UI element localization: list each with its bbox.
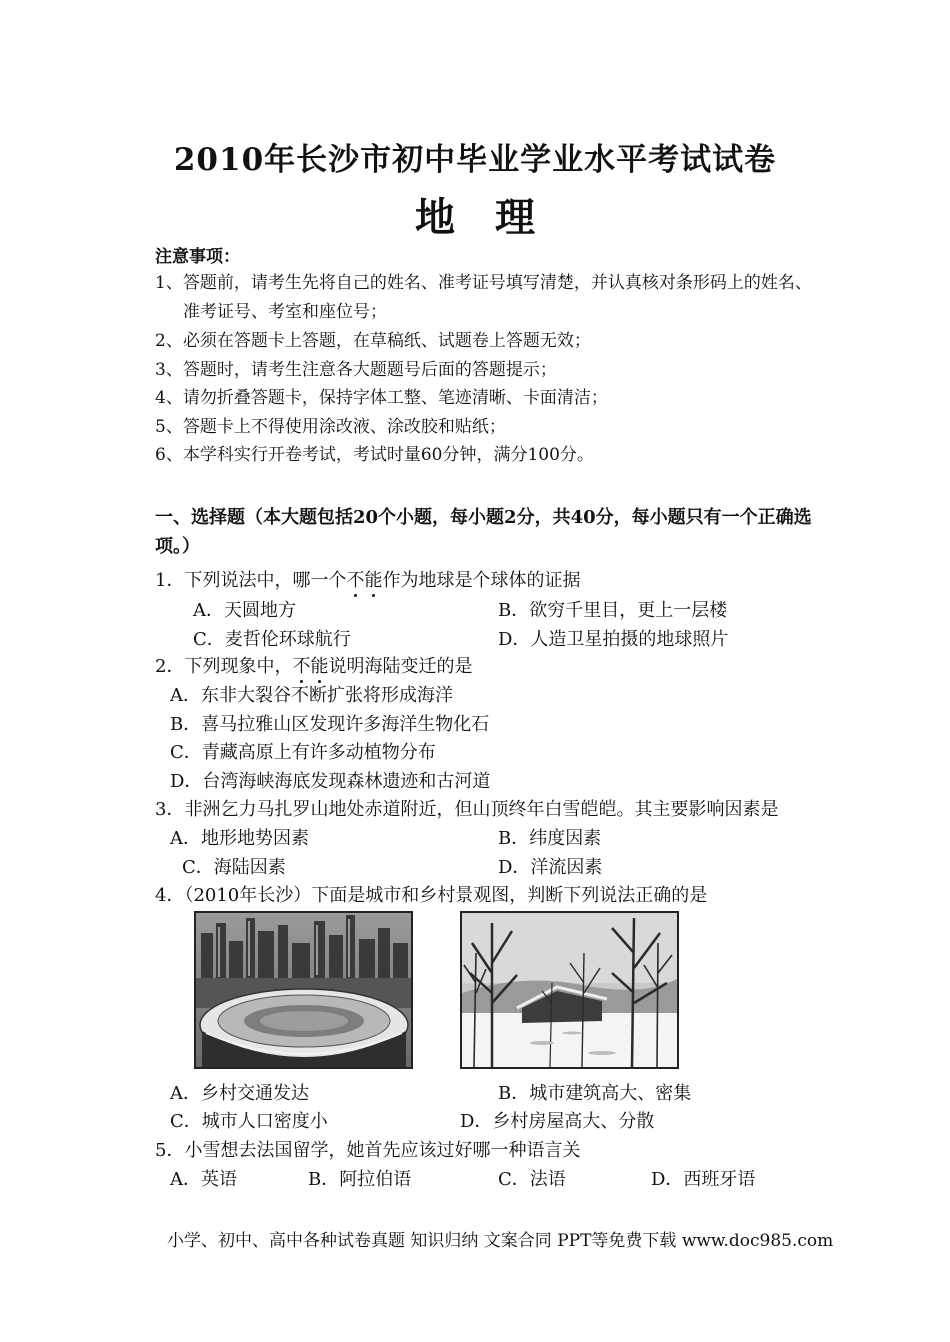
- question-3-stem: 3．非洲乞力马扎罗山地处赤道附近，但山顶终年白雪皑皑。其主要影响因素是: [155, 799, 779, 820]
- question-2-stem: 2．下列现象中，不能说明海陆变迁的是: [155, 656, 473, 677]
- section-heading-cont: 项。）: [155, 536, 200, 557]
- q3-option-c: C．海陆因素: [182, 857, 286, 878]
- question-5-stem: 5．小雪想去法国留学，她首先应该过好哪一种语言关: [155, 1140, 581, 1161]
- section-heading: 一、选择题（本大题包括20个小题，每小题2分，共40分，每小题只有一个正确选: [155, 507, 812, 528]
- q5-option-c: C．法语: [498, 1169, 566, 1190]
- q2-option-b: B．喜马拉雅山区发现许多海洋生物化石: [170, 714, 490, 735]
- q1-option-b: B．欲穷千里目，更上一层楼: [498, 600, 728, 621]
- city-landscape-image: [194, 911, 413, 1069]
- question-4-stem: 4．（2010年长沙）下面是城市和乡村景观图，判断下列说法正确的是: [155, 885, 708, 906]
- exam-title: 2010年长沙市初中毕业学业水平考试试卷: [173, 142, 777, 178]
- q4-option-c: C．城市人口密度小: [170, 1111, 328, 1132]
- q1-option-a: A．天圆地方: [193, 600, 296, 621]
- subject-title: 地理: [415, 195, 575, 241]
- q5-option-a: A．英语: [170, 1169, 237, 1190]
- q1-option-d: D．人造卫星拍摄的地球照片: [498, 629, 729, 650]
- q3-option-d: D．洋流因素: [498, 857, 603, 878]
- q4-option-d: D．乡村房屋高大、分散: [460, 1111, 655, 1132]
- q1-option-c: C．麦哲伦环球航行: [193, 629, 351, 650]
- note-item: 1、答题前，请考生先将自己的姓名、准考证号填写清楚，并认真核对条形码上的姓名、: [155, 273, 812, 293]
- note-item: 5、答题卡上不得使用涂改液、涂改胶和贴纸；: [155, 417, 506, 437]
- footer-watermark: 小学、初中、高中各种试卷真题 知识归纳 文案合同 PPT等免费下载 www.doc985.com: [167, 1231, 834, 1251]
- q5-option-b: B．阿拉伯语: [308, 1169, 412, 1190]
- question-1-stem: 1．下列说法中，哪一个不能作为地球是个球体的证据: [155, 570, 581, 591]
- note-item: 2、必须在答题卡上答题，在草稿纸、试题卷上答题无效；: [155, 331, 591, 351]
- notes-heading: 注意事项：: [155, 247, 240, 267]
- q2-option-c: C．青藏高原上有许多动植物分布: [170, 742, 436, 763]
- note-item: 3、答题时，请考生注意各大题题号后面的答题提示；: [155, 360, 557, 380]
- q4-option-b: B．城市建筑高大、密集: [498, 1083, 692, 1104]
- village-landscape-image: [460, 911, 679, 1069]
- q2-option-d: D．台湾海峡海底发现森林遗迹和古河道: [170, 771, 491, 792]
- note-item: 准考证号、考室和座位号；: [183, 302, 387, 322]
- note-item: 4、请勿折叠答题卡，保持字体工整、笔迹清晰、卡面清洁；: [155, 388, 608, 408]
- note-item: 6、本学科实行开卷考试，考试时量60分钟，满分100分。: [155, 445, 594, 465]
- q3-option-a: A．地形地势因素: [170, 828, 309, 849]
- q5-option-d: D．西班牙语: [651, 1169, 756, 1190]
- q4-option-a: A．乡村交通发达: [170, 1083, 309, 1104]
- q3-option-b: B．纬度因素: [498, 828, 602, 849]
- q2-option-a: A．东非大裂谷不断扩张将形成海洋: [170, 685, 453, 706]
